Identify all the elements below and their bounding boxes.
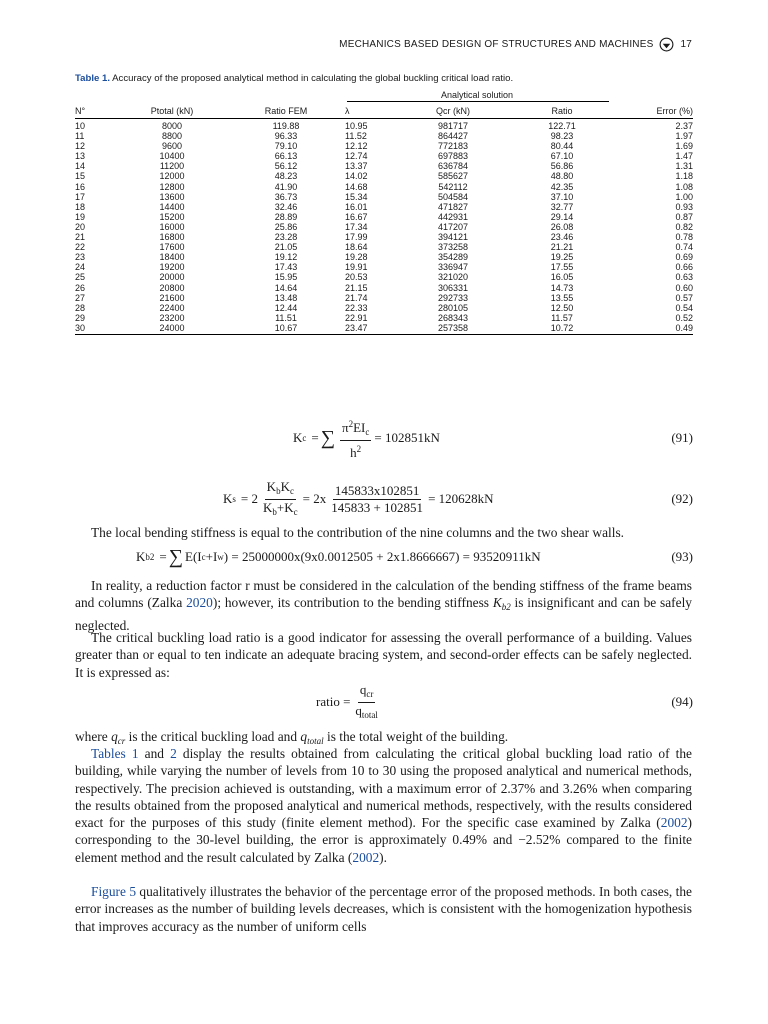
table-cell: 14.64 xyxy=(274,282,298,293)
column-header: Error (%) xyxy=(609,104,693,119)
table-cell: 13.48 xyxy=(274,292,298,303)
table-cell: 11.57 xyxy=(551,312,573,323)
table-cell: 2.37 xyxy=(675,121,693,131)
table-cell: 19 xyxy=(75,211,86,222)
table-cell: 8000 xyxy=(161,121,183,131)
table-cell: 10 xyxy=(75,121,86,131)
table-cell: 12000 xyxy=(159,171,185,182)
table-cell: 981717 xyxy=(437,121,469,131)
table-cell: 13 xyxy=(75,151,86,162)
table-1-link[interactable]: Tables 1 xyxy=(91,746,139,761)
eq94-num-sub: cr xyxy=(366,688,374,699)
eq91-result: = 102851kN xyxy=(374,430,440,445)
table-cell: 27 xyxy=(75,292,86,303)
publisher-logo-icon xyxy=(659,37,674,52)
table-cell: 80.44 xyxy=(550,141,574,152)
table-cell: 32.77 xyxy=(550,201,574,212)
table-cell: 11200 xyxy=(159,161,185,172)
table-cell: 354289 xyxy=(437,252,469,263)
table-cell: 0.74 xyxy=(675,242,693,253)
table-row xyxy=(75,182,693,192)
table-cell: 18.64 xyxy=(345,242,368,253)
table-cell: 10.95 xyxy=(345,121,368,131)
table-row xyxy=(75,212,693,222)
table-cell: 1.97 xyxy=(675,131,693,142)
table-cell: 23.46 xyxy=(550,232,574,243)
eq92-f1-den-a-sub: b xyxy=(272,506,277,517)
table-cell: 16 xyxy=(75,181,86,192)
table-cell: 122.71 xyxy=(548,121,576,131)
column-header: Ptotal (kN) xyxy=(117,104,227,119)
eq92-result: = 120628kN xyxy=(428,491,494,506)
para-tables-t1: and xyxy=(138,746,171,761)
table-title: Accuracy of the proposed analytical method in calculating the global buckling critical load ratio. xyxy=(112,73,514,84)
eq92-fraction-1 xyxy=(261,480,300,519)
table-cell: 697883 xyxy=(437,151,469,162)
eq92-fraction-2 xyxy=(329,484,425,515)
figure-5-link[interactable]: Figure 5 xyxy=(91,884,137,899)
table-cell: 48.80 xyxy=(550,171,574,182)
equation-93 xyxy=(75,542,693,572)
table-cell: 636784 xyxy=(437,161,469,172)
paragraph-critical-ratio: The critical buckling load ratio is a good indicator for assessing the overall performance of a building. Values greater than or equal to ten indicate an adequate bracing system, and second-order effects can be safely neglected. It is expressed as: xyxy=(75,630,692,680)
eq92-f1-num-b: K xyxy=(280,478,290,494)
para-reduction-text3: is insignificant and can be safely neglected. xyxy=(75,595,692,633)
table-cell: 11.52 xyxy=(345,131,367,142)
table-cell: 26 xyxy=(75,282,86,293)
eq94-fraction xyxy=(353,683,380,722)
table-cell: 12 xyxy=(75,141,86,152)
table-row xyxy=(75,252,693,262)
var-qcr-sub: cr xyxy=(117,736,126,746)
eq92-f2-num: 145833x102851 xyxy=(334,482,420,498)
table-cell: 21600 xyxy=(159,292,185,303)
table-cell: 56.12 xyxy=(274,161,298,172)
table-row xyxy=(75,262,693,272)
table-cell: 23200 xyxy=(159,312,185,323)
eq94-lhs: ratio = xyxy=(316,694,351,709)
table-cell: 12.44 xyxy=(274,302,298,313)
table-cell: 0.78 xyxy=(675,232,693,243)
table-cell: 12.50 xyxy=(550,302,574,313)
table-cell: 21.74 xyxy=(345,292,368,303)
equation-94 xyxy=(75,681,693,720)
paragraph-reduction-factor xyxy=(75,577,692,634)
table-cell: 15.34 xyxy=(345,191,368,202)
paragraph-tables-results xyxy=(75,745,692,866)
eq91-den-sup: 2 xyxy=(356,443,362,454)
table-cell: 20 xyxy=(75,221,86,232)
para-reduction-text: In reality, a reduction factor r must be considered in the calculation of the bending stiffness of the frame beams and columns (Zalka xyxy=(75,578,692,611)
table-cell: 22.91 xyxy=(345,312,368,323)
table-cell: 1.08 xyxy=(675,181,693,192)
table-cell: 542112 xyxy=(438,181,468,192)
table-cell: 24 xyxy=(75,262,86,273)
table-cell: 864427 xyxy=(437,131,469,142)
table-cell: 15 xyxy=(75,171,86,182)
table-row xyxy=(75,161,693,171)
group-spacer xyxy=(609,90,693,104)
table-cell: 21.21 xyxy=(550,242,574,253)
table-cell: 19200 xyxy=(159,262,185,273)
eq92-coef: = 2 xyxy=(240,491,258,506)
table-cell: 56.86 xyxy=(550,161,574,172)
group-header: Analytical solution xyxy=(440,90,514,100)
eq94-den: q xyxy=(355,702,362,718)
eq91-lhs-sub: c xyxy=(302,433,307,443)
table-cell: 0.60 xyxy=(675,282,693,293)
eq91-number: (91) xyxy=(671,430,693,445)
var-kb2: K xyxy=(492,595,502,611)
para-figure-text: qualitatively illustrates the behavior of the percentage error of the proposed methods. In both cases, the error increases as the number of building levels decreases, which is consistent with the homogenization hypothesis that improves accuracy as the number of uniform cells xyxy=(75,884,692,934)
table-cell: 29 xyxy=(75,312,86,323)
table-cell: 119.88 xyxy=(272,121,300,131)
eq93-e-open: E(I xyxy=(185,549,202,564)
eq92-mid: = 2x xyxy=(302,491,327,506)
table-row xyxy=(75,171,693,181)
table-cell: 0.63 xyxy=(675,272,693,283)
table-cell: 19.25 xyxy=(550,252,574,263)
table-cell: 14 xyxy=(75,161,86,172)
table-cell: 28 xyxy=(75,302,86,313)
eq93-number: (93) xyxy=(671,549,693,564)
table-cell: 17.34 xyxy=(345,221,368,232)
eq94-num: q xyxy=(359,681,367,697)
table-cell: 21 xyxy=(75,232,86,243)
column-header: Ratio xyxy=(515,104,609,119)
table-row xyxy=(75,192,693,202)
table-cell: 21.15 xyxy=(345,282,368,293)
table-cell: 32.46 xyxy=(274,201,298,212)
column-header: Qcr (kN) xyxy=(391,104,515,119)
table-row xyxy=(75,119,693,132)
table-cell: 37.10 xyxy=(550,191,574,202)
table-row xyxy=(75,131,693,141)
table-header-row xyxy=(75,104,693,119)
table-cell: 1.69 xyxy=(675,141,693,152)
table-caption xyxy=(75,73,695,84)
table-cell: 14.02 xyxy=(345,171,368,182)
para-where-t2: is the critical buckling load and xyxy=(125,729,301,744)
table-cell: 23 xyxy=(75,252,86,263)
table-cell: 16800 xyxy=(159,232,185,243)
table-row xyxy=(75,232,693,242)
group-spacer xyxy=(75,90,345,104)
table-row xyxy=(75,141,693,151)
table-cell: 442931 xyxy=(437,211,469,222)
table-cell: 8800 xyxy=(161,131,183,142)
table-cell: 96.33 xyxy=(274,131,298,142)
eq92-f1-den-b-sub: c xyxy=(293,506,298,517)
para-where-t3: is the total weight of the building. xyxy=(323,729,509,744)
equation-92 xyxy=(75,478,693,517)
ref-zalka-2002-link[interactable]: 2002 xyxy=(660,815,688,831)
paragraph-local-stiffness: The local bending stiffness is equal to the contribution of the nine columns and the two shear walls. xyxy=(91,525,625,540)
table-cell: 257358 xyxy=(391,323,515,335)
table-cell: 1.47 xyxy=(675,151,693,162)
eq92-f1-num-a-sub: b xyxy=(276,485,281,496)
para-tables-t2: display the results obtained from calculating the critical global buckling load ratio of the building, while varying the number of levels from 10 to 30 using the proposed analytical and numerical methods, respectively. The precision achieved is outstanding, with a maximum error of 2.37% and 3.26% when comparing the results obtained from the proposed analytical and numerical methods, respectively, with the results considered exact for the purposes of this study (finite element method). For the specific case examined by Zalka ( xyxy=(75,746,692,831)
eq91-num-rest: EI xyxy=(353,419,366,435)
table-cell: 41.90 xyxy=(274,181,298,192)
table-cell: 0.66 xyxy=(675,262,693,273)
table-cell: 0.54 xyxy=(675,302,693,313)
table-cell: 48.23 xyxy=(274,171,298,182)
eq94-number: (94) xyxy=(671,694,693,709)
table-cell: 15200 xyxy=(159,211,185,222)
eq91-num-sup: 2 xyxy=(348,418,354,429)
table-row xyxy=(75,303,693,313)
eq91-lhs: K xyxy=(293,430,303,445)
table-cell: 25.86 xyxy=(274,221,298,232)
eq93-equals: = xyxy=(159,549,167,564)
table-cell: 30 xyxy=(75,323,117,335)
table-cell: 36.73 xyxy=(274,191,298,202)
table-cell: 0.93 xyxy=(675,201,693,212)
table-cell: 18400 xyxy=(159,252,185,263)
eq94-den-sub: total xyxy=(361,709,378,720)
results-table xyxy=(75,90,693,335)
running-head xyxy=(339,37,692,52)
table-cell: 306331 xyxy=(437,282,469,293)
table-cell: 17600 xyxy=(159,242,185,253)
table-cell: 16000 xyxy=(159,221,185,232)
table-cell: 11 xyxy=(75,131,85,142)
table-cell: 29.14 xyxy=(550,211,574,222)
eq92-f1-num-b-sub: c xyxy=(289,485,294,496)
table-row xyxy=(75,222,693,232)
table-cell: 28.89 xyxy=(274,211,298,222)
table-cell: 17.43 xyxy=(274,262,298,273)
table-cell: 16.01 xyxy=(345,201,368,212)
table-cell: 11.51 xyxy=(275,312,297,323)
table-row xyxy=(75,151,693,161)
paragraph-figure-5 xyxy=(75,883,692,935)
eq92-f2-den: 145833 + 102851 xyxy=(331,499,424,515)
table-cell: 10.67 xyxy=(227,323,345,335)
table-cell: 1.00 xyxy=(675,191,693,202)
summation-icon: ∑ xyxy=(320,427,335,449)
table-cell: 10400 xyxy=(159,151,185,162)
table-cell: 13600 xyxy=(159,191,185,202)
table-cell: 16.67 xyxy=(345,211,368,222)
table-cell: 12800 xyxy=(159,181,185,192)
table-cell: 17 xyxy=(75,191,86,202)
table-cell: 373258 xyxy=(437,242,469,253)
eq91-fraction xyxy=(340,417,371,460)
eq92-lhs-sub: s xyxy=(232,494,236,504)
column-header: Ratio FEM xyxy=(227,104,345,119)
table-cell: 20.53 xyxy=(345,272,368,283)
table-cell: 42.35 xyxy=(550,181,574,192)
var-qtotal: q xyxy=(300,729,308,744)
table-row xyxy=(75,283,693,293)
table-cell: 9600 xyxy=(161,141,183,152)
table-cell: 1.31 xyxy=(675,161,693,172)
table-cell: 24000 xyxy=(117,323,227,335)
table-cell: 16.05 xyxy=(550,272,574,283)
table-cell: 22400 xyxy=(159,302,185,313)
table-cell: 19.91 xyxy=(345,262,368,273)
table-cell: 98.23 xyxy=(550,131,574,142)
group-header-cell xyxy=(345,90,609,104)
table-cell: 0.57 xyxy=(675,292,693,303)
eq93-i-sub: c xyxy=(201,552,206,562)
equation-91: K c = ∑ $\frac{\pi^2EI_c}{h^2}$ = 102851kN (91) xyxy=(293,418,693,460)
table-cell: 471827 xyxy=(437,201,469,212)
table-cell: 0.69 xyxy=(675,252,693,263)
table-cell: 1.18 xyxy=(675,171,693,182)
table-cell: 66.13 xyxy=(274,151,298,162)
table-cell: 772183 xyxy=(437,141,469,152)
table-cell: 17.99 xyxy=(345,232,368,243)
table-cell: 12.74 xyxy=(345,151,368,162)
para-tables-t4: ). xyxy=(379,849,387,865)
table-cell: 23.28 xyxy=(274,232,298,243)
table-cell: 22.33 xyxy=(345,302,368,313)
table-cell: 0.52 xyxy=(675,312,693,323)
eq91-den: h xyxy=(350,444,357,460)
column-header: N° xyxy=(75,104,117,119)
eq92-f1-num-a: K xyxy=(266,478,277,494)
table-cell: 21.05 xyxy=(274,242,298,253)
table-cell: 12.12 xyxy=(345,141,368,152)
eq93-plus-i: +I xyxy=(205,549,218,564)
eq92-number: (92) xyxy=(671,491,693,506)
table-cell: 0.49 xyxy=(609,323,693,335)
table-cell: 67.10 xyxy=(550,151,574,162)
eq91-pi: π xyxy=(342,419,349,435)
table-row xyxy=(75,293,693,303)
table-cell: 585627 xyxy=(437,171,469,182)
table-cell: 79.10 xyxy=(274,141,298,152)
table-cell: 25 xyxy=(75,272,86,283)
table-cell: 17.55 xyxy=(550,262,574,273)
table-cell: 280105 xyxy=(437,302,469,313)
table-row xyxy=(75,323,693,335)
ref-zalka-2002-link[interactable]: 2002 xyxy=(352,849,380,865)
eq93-lhs: K xyxy=(136,549,146,564)
table-cell: 22 xyxy=(75,242,86,253)
table-cell: 504584 xyxy=(437,191,469,202)
table-row xyxy=(75,272,693,282)
table-cell: 336947 xyxy=(437,262,469,273)
table-cell: 0.82 xyxy=(675,221,693,232)
table-cell: 417207 xyxy=(437,221,469,232)
table-cell: 13.55 xyxy=(550,292,574,303)
table-cell: 20000 xyxy=(159,272,185,283)
table-cell: 26.08 xyxy=(550,221,574,232)
table-cell: 20800 xyxy=(159,282,185,293)
table-2-link[interactable]: 2 xyxy=(170,746,177,761)
table-row xyxy=(75,242,693,252)
table-cell: 19.28 xyxy=(345,252,368,263)
table-cell: 0.87 xyxy=(675,211,693,222)
para-reduction-text2: ); however, its contribution to the bending stiffness xyxy=(212,595,493,611)
eq93-w-sub: w xyxy=(217,552,224,562)
table-cell: 18 xyxy=(75,201,86,212)
page-number: 17 xyxy=(680,39,692,50)
table-body xyxy=(75,119,693,335)
var-qcr: q xyxy=(111,729,118,744)
table-label: Table 1. xyxy=(75,73,111,84)
summation-icon: ∑ xyxy=(168,546,183,568)
table-cell: 14.68 xyxy=(345,181,368,192)
table-cell: 23.47 xyxy=(345,323,391,335)
eq92-f1-den-mid: +K xyxy=(276,499,294,515)
table-cell: 19.12 xyxy=(274,252,298,263)
table-row xyxy=(75,202,693,212)
table-cell: 15.95 xyxy=(274,272,298,283)
eq92-f1-den-a: K xyxy=(263,499,273,515)
table-cell: 10.72 xyxy=(515,323,609,335)
column-header: λ xyxy=(345,104,391,119)
eq92-lhs: K xyxy=(223,491,233,506)
table-cell: 321020 xyxy=(437,272,469,283)
ref-zalka-2020-link[interactable]: 2020 xyxy=(186,595,213,611)
para-where-t1: where xyxy=(75,729,112,744)
table-cell: 14.73 xyxy=(550,282,574,293)
eq93-tail: ) = 25000000x(9x0.0012505 + 2x1.8666667) = 93520911kN xyxy=(223,549,541,564)
var-kb2-sub: b2 xyxy=(501,602,511,613)
journal-title: MECHANICS BASED DESIGN OF STRUCTURES AND MACHINES xyxy=(339,39,654,50)
table-cell: 14400 xyxy=(159,201,185,212)
para-tables-t3: ) corresponding to the 30-level building, the error is approximately 0.49% and −2.52% compared to the finite element method and the result calculated by Zalka ( xyxy=(75,815,692,865)
table-cell: 13.37 xyxy=(345,161,368,172)
eq93-lhs-sub: b2 xyxy=(145,552,155,562)
table-cell: 394121 xyxy=(437,232,469,243)
table-row xyxy=(75,313,693,323)
table-cell: 268343 xyxy=(437,312,469,323)
var-qtotal-sub: total xyxy=(307,736,324,746)
eq91-num-sub: c xyxy=(365,426,370,437)
table-cell: 292733 xyxy=(437,292,469,303)
